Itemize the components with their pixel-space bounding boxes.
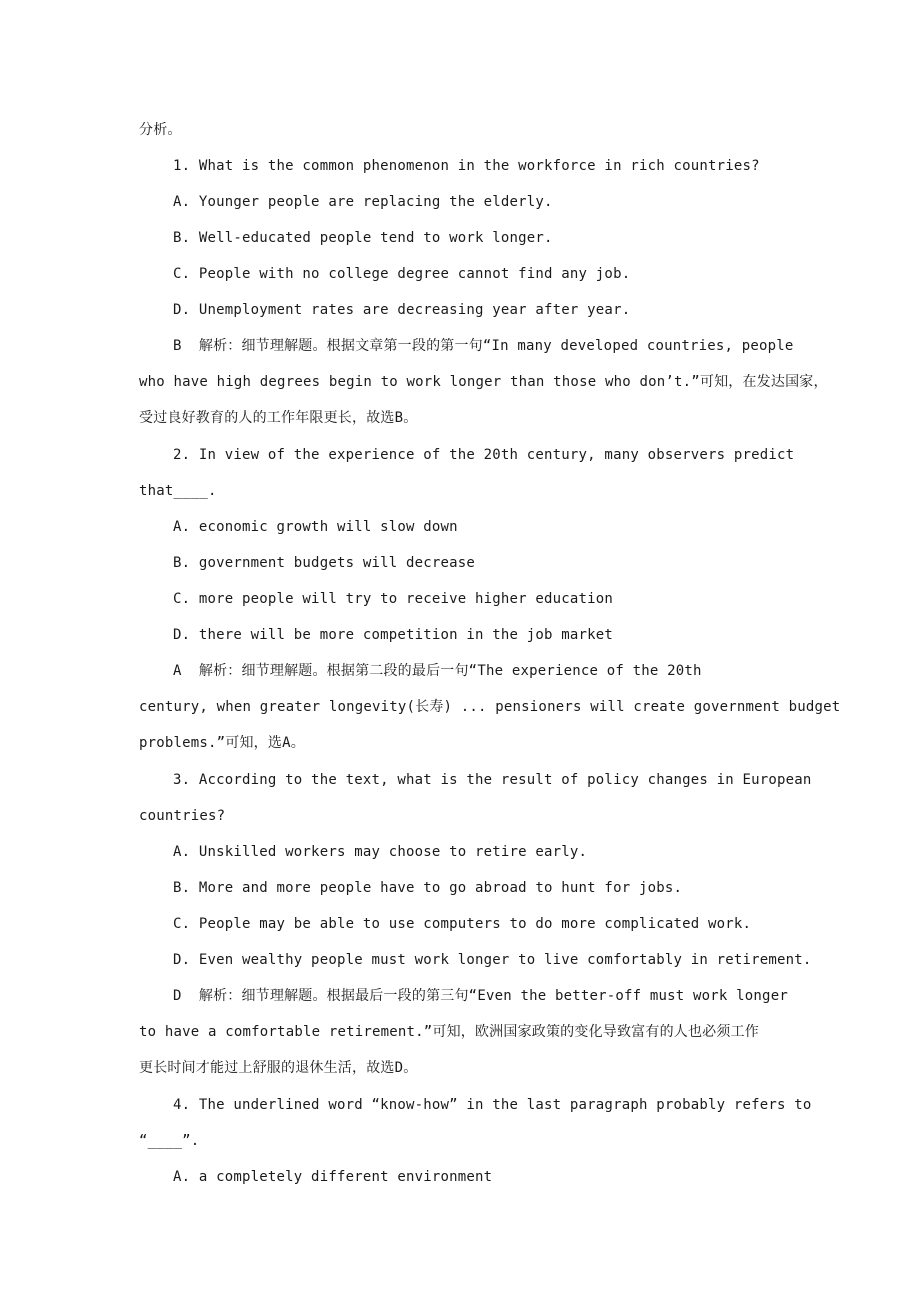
q2-explanation-line-3: problems.”可知，选A。 <box>139 735 305 751</box>
q1-option-d: D. Unemployment rates are decreasing year after year. <box>173 302 631 318</box>
q1-explanation-line-3: 受过良好教育的人的工作年限更长，故选B。 <box>139 410 418 426</box>
q1-explanation-line-1: B 解析：细节理解题。根据文章第一段的第一句“In many developed countries, people <box>173 338 794 354</box>
q3-explanation-line-3: 更长时间才能过上舒服的退休生活，故选D。 <box>139 1060 418 1076</box>
question-2-line-2: that____. <box>139 483 217 499</box>
q2-option-a: A. economic growth will slow down <box>173 519 458 535</box>
question-1: 1. What is the common phenomenon in the workforce in rich countries? <box>173 158 760 174</box>
q2-option-b: B. government budgets will decrease <box>173 555 476 571</box>
q2-option-d: D. there will be more competition in the job market <box>173 627 614 643</box>
question-3-line-2: countries? <box>139 808 226 824</box>
question-2-line-1: 2. In view of the experience of the 20th century, many observers predict <box>173 447 795 463</box>
q3-option-d: D. Even wealthy people must work longer to live comfortably in retirement. <box>173 952 812 968</box>
text-line-analysis-heading: 分析。 <box>139 122 182 138</box>
q1-option-b: B. Well-educated people tend to work longer. <box>173 230 553 246</box>
q3-option-c: C. People may be able to use computers to do more complicated work. <box>173 916 752 932</box>
q3-option-a: A. Unskilled workers may choose to retire early. <box>173 844 588 860</box>
question-3-line-1: 3. According to the text, what is the result of policy changes in European <box>173 772 812 788</box>
q1-explanation-line-2: who have high degrees begin to work longer than those who don’t.”可知，在发达国家， <box>139 374 828 390</box>
question-4-line-1: 4. The underlined word “know-how” in the last paragraph probably refers to <box>173 1097 812 1113</box>
q3-explanation-line-1: D 解析：细节理解题。根据最后一段的第三句“Even the better-off must work longer <box>173 988 788 1004</box>
q1-option-c: C. People with no college degree cannot find any job. <box>173 266 631 282</box>
q2-option-c: C. more people will try to receive higher education <box>173 591 614 607</box>
q2-explanation-line-2: century, when greater longevity(长寿) ... pensioners will create government budget <box>139 699 841 715</box>
q3-explanation-line-2: to have a comfortable retirement.”可知，欧洲国家政策的变化导致富有的人也必须工作 <box>139 1024 759 1040</box>
question-4-line-2: “____”. <box>139 1133 200 1149</box>
q1-option-a: A. Younger people are replacing the elderly. <box>173 194 553 210</box>
q4-option-a: A. a completely different environment <box>173 1169 493 1185</box>
q2-explanation-line-1: A 解析：细节理解题。根据第二段的最后一句“The experience of the 20th <box>173 663 702 679</box>
q3-option-b: B. More and more people have to go abroad to hunt for jobs. <box>173 880 683 896</box>
